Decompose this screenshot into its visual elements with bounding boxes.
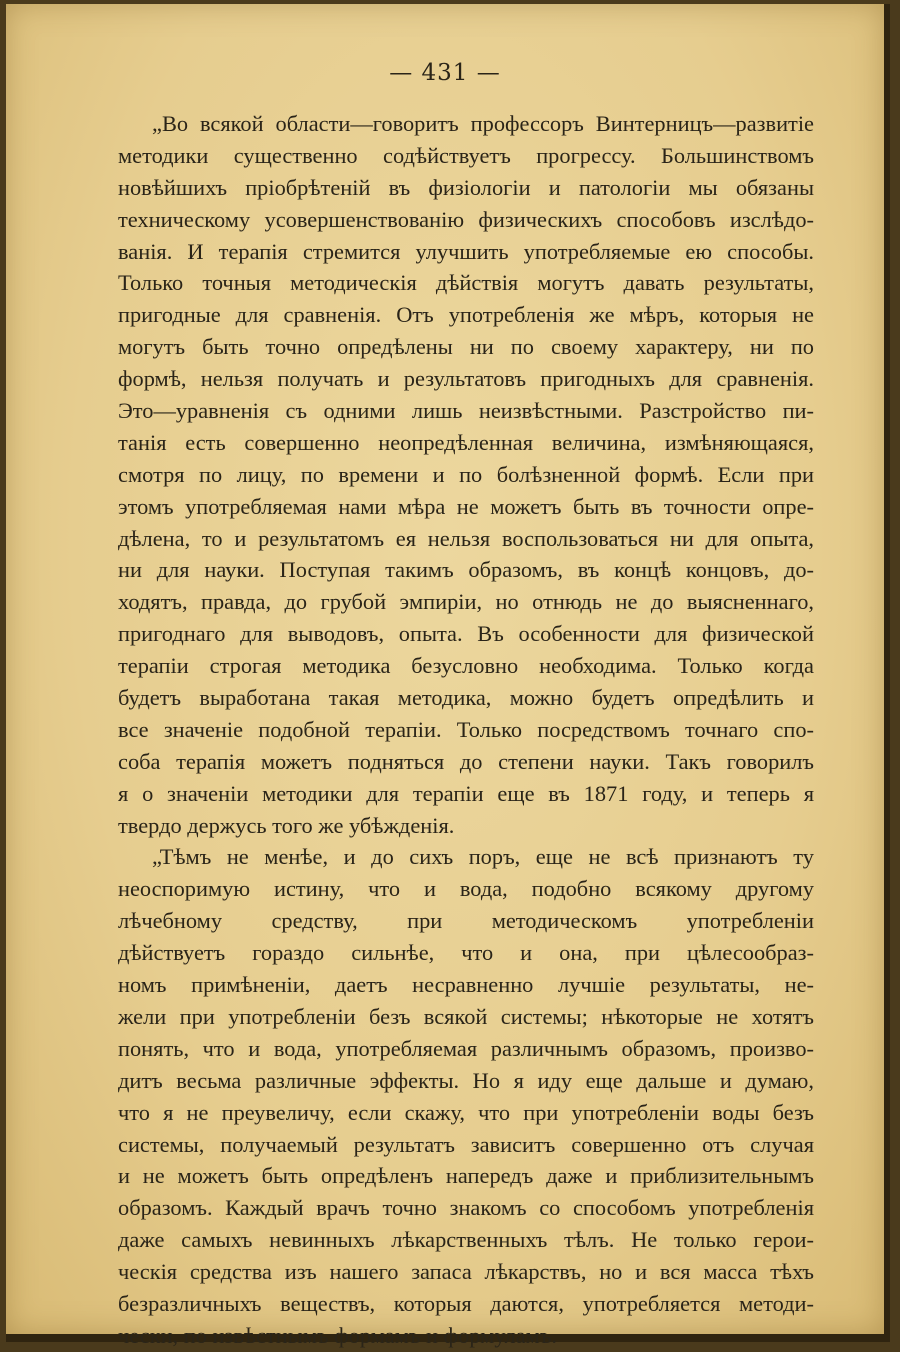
text-line: номъ примѣненіи, даетъ несравненно лучшіе результаты, не- [118,972,814,998]
text-line: ни для науки. Поступая такимъ образомъ, въ концѣ концовъ, до- [118,557,814,583]
text-line: могутъ быть точно опредѣлены ни по своему характеру, ни по [118,334,814,360]
text-line: что я не преувеличу, если скажу, что при употребленіи воды безъ [118,1099,814,1125]
paragraph [118,108,814,841]
page-number: — 431 — [389,60,501,86]
text-line: жели при употребленіи безъ всякой системы; нѣкоторые не хотятъ [118,1003,814,1029]
text-line: пригоднаго для выводовъ, опыта. Въ особенности для физической [118,621,814,647]
text-line: дитъ весьма различные эффекты. Но я иду еще дальше и думаю, [118,1067,814,1093]
paragraph [118,841,814,1351]
text-line: чески, по извѣстнымъ формамъ и формуламъ. [118,1322,558,1348]
book-page [6,4,890,1348]
text-line: твердо держусь того же убѣжденія. [118,812,455,838]
text-line: ходятъ, правда, до грубой эмпиріи, но отнюдь не до выясненнаго, [118,589,814,615]
text-line: „Во всякой области—говоритъ профессоръ Винтерницъ—развитіе [152,111,814,136]
text-line: этомъ употребляемая нами мѣра не можетъ быть въ точности опре- [118,493,814,519]
text-line: я о значеніи методики для терапіи еще въ 1871 году, и теперь я [118,780,814,806]
text-line: даже самыхъ невинныхъ лѣкарственныхъ тѣлъ. Не только герои- [118,1227,814,1253]
text-line: все значеніе подобной терапіи. Только посредствомъ точнаго спо- [118,716,814,742]
text-line: смотря по лицу, по времени и по болѣзненной формѣ. Если при [118,461,814,487]
text-line: лѣчебному средству, при методическомъ употребленіи [118,908,814,934]
text-line: дѣлена, то и результатомъ ея нельзя воспользоваться ни для опыта, [118,525,814,551]
text-line: дѣйствуетъ гораздо сильнѣе, что и она, при цѣлесообраз- [118,940,814,966]
body-text [118,108,814,1352]
text-line: методики существенно содѣйствуетъ прогрессу. Большинствомъ [118,142,814,168]
text-line: системы, получаемый результатъ зависитъ совершенно отъ случая [118,1131,814,1157]
text-line: будетъ выработана такая методика, можно будетъ опредѣлить и [118,685,814,711]
text-line: терапіи строгая методика безусловно необходима. Только когда [118,653,814,679]
text-line: танія есть совершенно неопредѣленная величина, измѣняющаяся, [118,429,814,455]
text-line: формѣ, нельзя получать и результатовъ пригодныхъ для сравненія. [118,366,814,392]
text-line: неоспоримую истину, что и вода, подобно всякому другому [118,876,814,902]
text-line: ческія средства изъ нашего запаса лѣкарствъ, но и вся масса тѣхъ [118,1259,814,1285]
text-line: Это—уравненія съ одними лишь неизвѣстными. Разстройство пи- [118,398,814,424]
text-line: безразличныхъ веществъ, которыя даются, употребляется методи- [118,1290,814,1316]
text-line: соба терапія можетъ подняться до степени науки. Такъ говорилъ [118,748,814,774]
text-line: и не можетъ быть опредѣленъ напередъ даже и приблизительнымъ [118,1163,814,1189]
text-line: образомъ. Каждый врачъ точно знакомъ со способомъ употребленія [118,1195,814,1221]
text-line: „Тѣмъ не менѣе, и до сихъ поръ, еще не всѣ признаютъ ту [152,844,814,870]
text-line: ванія. И терапія стремится улучшить употребляемые ею способы. [118,238,814,264]
text-line: новѣйшихъ пріобрѣтеній въ физіологіи и патологіи мы обязаны [118,174,814,200]
text-line: пригодные для сравненія. Отъ употребленія же мѣръ, которыя не [118,302,814,328]
text-line: Только точныя методическія дѣйствія могутъ давать результаты, [118,270,814,296]
text-line: техническому усовершенствованію физическихъ способовъ изслѣдо- [118,206,814,232]
text-line: понять, что и вода, употребляемая различнымъ образомъ, произво- [118,1035,814,1061]
